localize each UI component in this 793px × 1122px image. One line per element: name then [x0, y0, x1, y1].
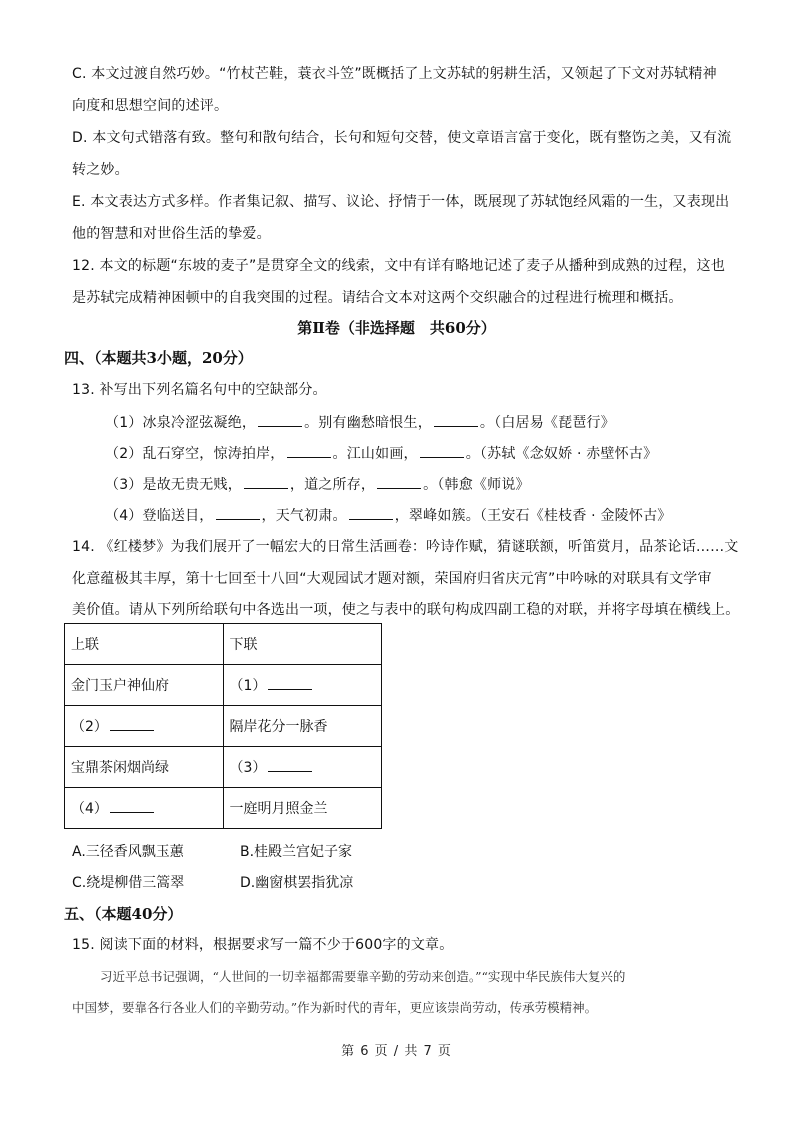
header-lower-line: 下联: [223, 624, 382, 665]
cell-blank[interactable]: （4）: [65, 788, 224, 829]
answer-blank[interactable]: [244, 474, 288, 489]
q14-stem-line-1: 14. 《红楼梦》为我们展开了一幅宏大的日常生活画卷：吟诗作赋，猜谜联额，听笛赏月，品茶论话……文: [72, 539, 739, 555]
table-header-row: [65, 624, 382, 665]
option-a: A.三径香风飘玉蕙: [72, 844, 184, 860]
q13-item-4-text-a: （4）登临送目，: [105, 508, 214, 524]
couplet-table: [64, 623, 382, 829]
choice-c-line-1: C. 本文过渡自然巧妙。“竹杖芒鞋，蓑衣斗笠”既概括了上文苏轼的躬耕生活，又领起了下文对苏轼精神: [72, 66, 717, 82]
choice-d-line-2: 转之妙。: [72, 162, 129, 178]
q13-item-3: [105, 474, 765, 495]
q13-item-1-text-a: （1）冰泉冷涩弦凝绝，: [105, 415, 257, 431]
answer-blank[interactable]: [287, 443, 331, 458]
cell-text: 隔岸花分一脉香: [223, 706, 382, 747]
volume-2-title: 第Ⅱ卷（非选择题 共60分）: [297, 319, 496, 337]
q13-item-3-text-b: ，道之所存，: [289, 477, 376, 493]
q13-item-4-text-b: ，天气初肃。: [261, 508, 347, 524]
q13-item-2-text-b: 。江山如画，: [332, 446, 418, 462]
cell-text: 一庭明月照金兰: [223, 788, 382, 829]
q13-item-2-text-c: 。（苏轼《念奴娇 · 赤壁怀古》: [465, 446, 658, 462]
q13-item-2: [105, 443, 765, 464]
table-row: [65, 747, 382, 788]
answer-blank[interactable]: [258, 412, 302, 427]
option-d: D.幽窗棋罢指犹凉: [240, 875, 354, 891]
answer-blank[interactable]: [377, 474, 421, 489]
q12-line-2: 是苏轼完成精神困顿中的自我突围的过程。请结合文本对这两个交织融合的过程进行梳理和概括。: [72, 290, 683, 306]
option-b: B.桂殿兰宫妃子家: [240, 844, 353, 860]
answer-blank[interactable]: [349, 505, 393, 520]
q13-item-1-text-c: 。（白居易《琵琶行》: [479, 415, 615, 431]
page-footer: 第 6 页 / 共 7 页: [341, 1044, 452, 1059]
q13-item-4: [105, 505, 765, 526]
section-4-title: 四、（本题共3小题，20分）: [64, 349, 253, 367]
choice-e-line-1: E. 本文表达方式多样。作者集记叙、描写、议论、抒情于一体，既展现了苏轼饱经风霜的一生，又表现出: [72, 194, 730, 210]
answer-blank[interactable]: [216, 505, 260, 520]
option-c: C.绕堤柳借三篙翠: [72, 875, 185, 891]
q14-options-row-2: [72, 873, 408, 893]
answer-blank[interactable]: [434, 412, 478, 427]
q13-item-3-text-a: （3）是故无贵无贱，: [105, 477, 242, 493]
cell-text: 宝鼎茶闲烟尚绿: [65, 747, 224, 788]
cell-blank[interactable]: （3）: [223, 747, 382, 788]
section-5-title: 五、（本题40分）: [64, 905, 183, 923]
cell-blank[interactable]: （1）: [223, 665, 382, 706]
table-row: [65, 665, 382, 706]
q15-material-line-1: 习近平总书记强调，“人世间的一切幸福都需要靠辛勤的劳动来创造。”“实现中华民族伟大复兴的: [100, 969, 626, 984]
choice-c-line-2: 向度和思想空间的述评。: [72, 98, 229, 114]
q13-item-3-text-c: 。（韩愈《师说》: [423, 477, 530, 493]
q13-stem: 13. 补写出下列名篇名句中的空缺部分。: [72, 382, 327, 398]
table-row: [65, 706, 382, 747]
q14-stem-line-3: 美价值。请从下列所给联句中各选出一项，使之与表中的联句构成四副工稳的对联，并将字母填在横线上。: [72, 602, 740, 618]
table-row: [65, 788, 382, 829]
answer-blank[interactable]: [420, 443, 464, 458]
cell-blank[interactable]: （2）: [65, 706, 224, 747]
q13-item-4-text-c: ，翠峰如簇。（王安石《桂枝香 · 金陵怀古》: [394, 508, 672, 524]
q13-item-1: [105, 412, 765, 433]
q13-item-1-text-b: 。别有幽愁暗恨生，: [304, 415, 432, 431]
choice-d-line-1: D. 本文句式错落有致。整句和散句结合，长句和短句交替，使文章语言富于变化，既有整饬之美，又有流: [72, 130, 732, 146]
choice-e-line-2: 他的智慧和对世俗生活的挚爱。: [72, 226, 271, 242]
q14-stem-line-2: 化意蕴极其丰厚，第十七回至十八回“大观园试才题对额，荣国府归省庆元宵”中吟咏的对联具有文学审: [72, 571, 712, 587]
q15-stem: 15. 阅读下面的材料，根据要求写一篇不少于600字的文章。: [72, 937, 454, 953]
cell-text: 金门玉户神仙府: [65, 665, 224, 706]
header-upper-line: 上联: [65, 624, 224, 665]
q12-line-1: 12. 本文的标题“东坡的麦子”是贯穿全文的线索，文中有详有略地记述了麦子从播种到成熟的过程，这也: [72, 258, 726, 274]
q14-options-row-1: [72, 842, 408, 862]
q13-item-2-text-a: （2）乱石穿空，惊涛拍岸，: [105, 446, 285, 462]
q15-material-line-2: 中国梦，要靠各行各业人们的辛勤劳动。”作为新时代的青年，更应该崇尚劳动，传承劳模精神。: [72, 1000, 598, 1015]
